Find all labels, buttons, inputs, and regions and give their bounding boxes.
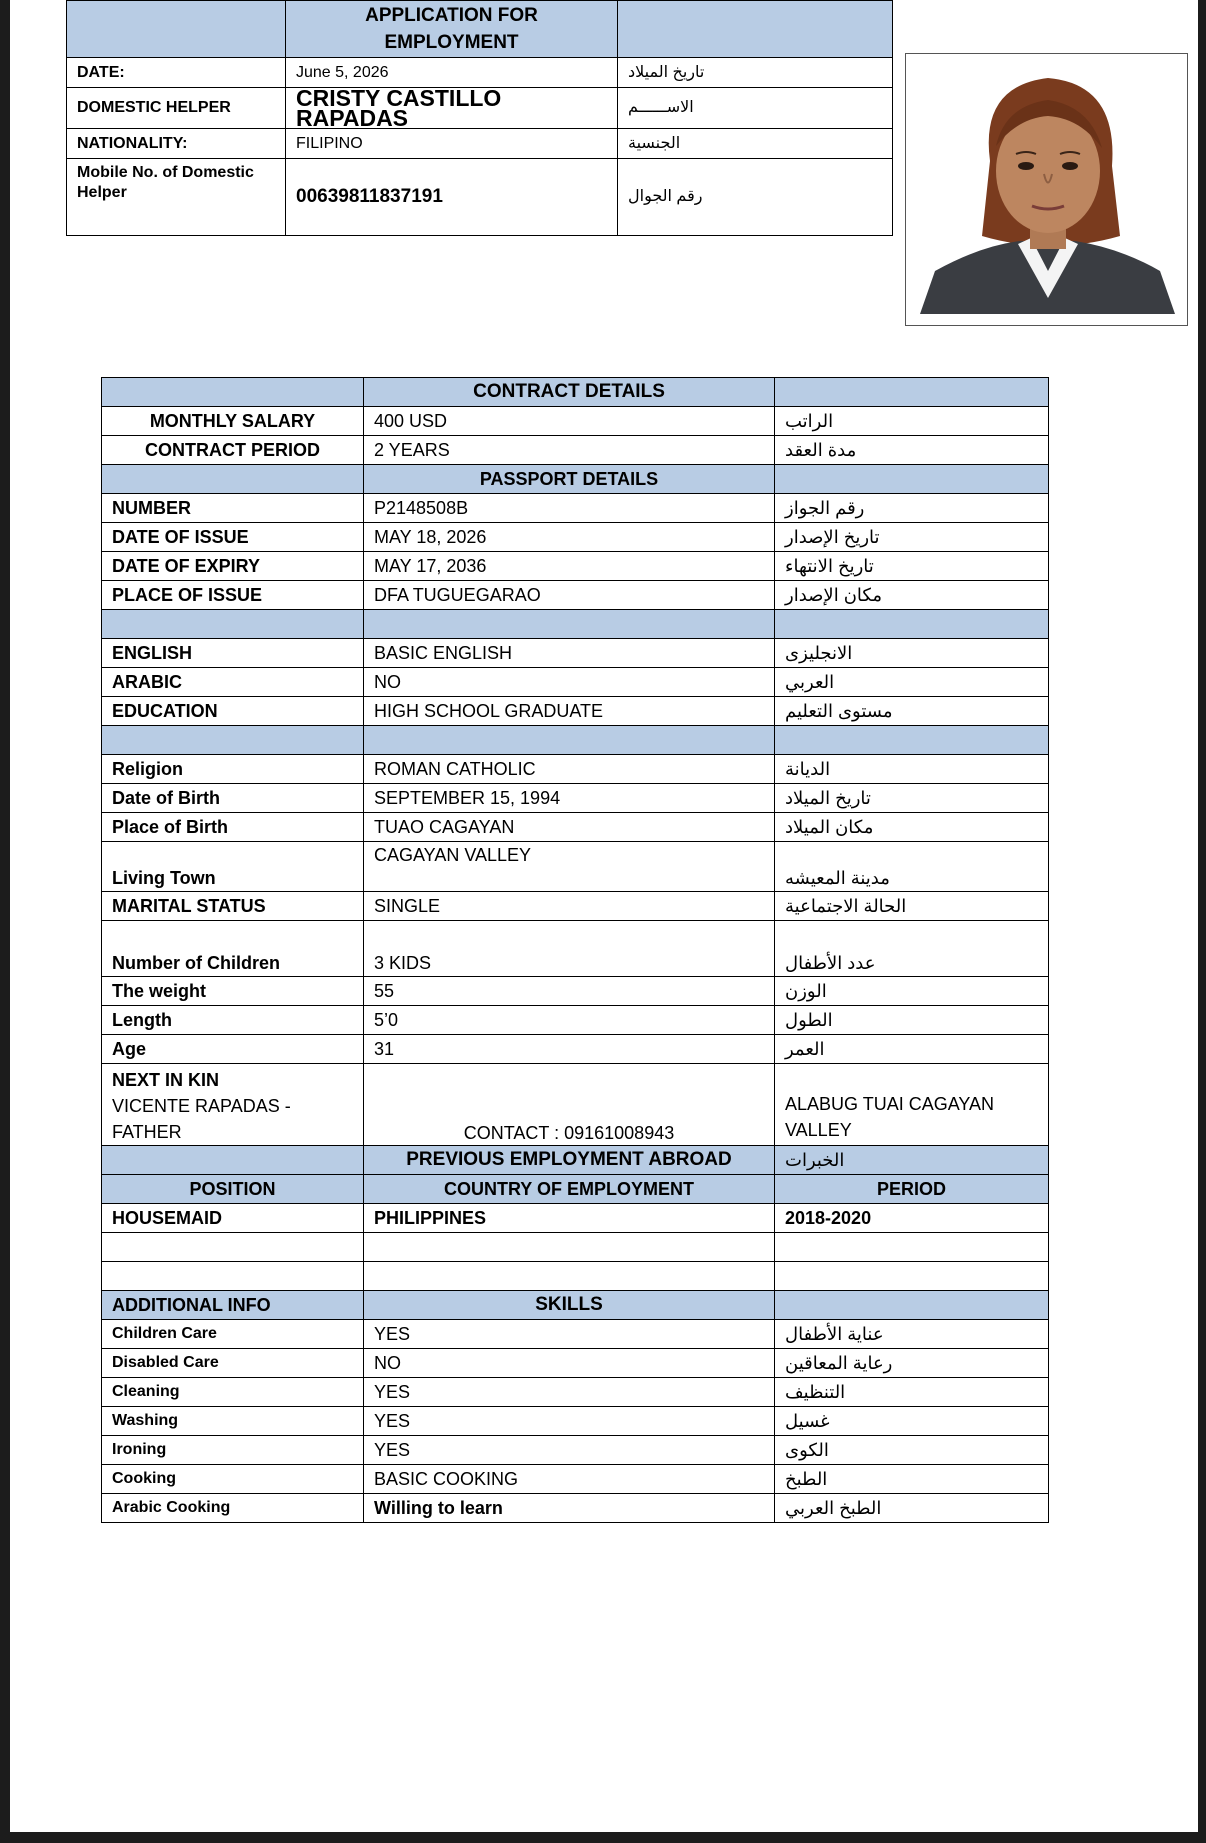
birth-date-label: Date of Birth	[102, 784, 364, 813]
expiry-date-label: DATE OF EXPIRY	[102, 552, 364, 581]
living-town-arabic: مدينة المعيشه	[775, 842, 1049, 892]
english-arabic: الانجليزى	[775, 639, 1049, 668]
salary-value: 400 USD	[364, 407, 775, 436]
age-label: Age	[102, 1035, 364, 1064]
contract-details-title: CONTRACT DETAILS	[364, 378, 775, 407]
birth-place-arabic: مكان الميلاد	[775, 813, 1049, 842]
children-label: Number of Children	[102, 921, 364, 977]
issue-date-label: DATE OF ISSUE	[102, 523, 364, 552]
length-arabic: الطول	[775, 1006, 1049, 1035]
marital-status-value: SINGLE	[364, 892, 775, 921]
salary-label: MONTHLY SALARY	[102, 407, 364, 436]
religion-arabic: الديانة	[775, 755, 1049, 784]
education-value: HIGH SCHOOL GRADUATE	[364, 697, 775, 726]
skill-value: YES	[364, 1436, 775, 1465]
skill-arabic: الكوى	[775, 1436, 1049, 1465]
issue-place-arabic: مكان الإصدار	[775, 581, 1049, 610]
skill-value: Willing to learn	[364, 1494, 775, 1523]
arabic-value: NO	[364, 668, 775, 697]
helper-label: DOMESTIC HELPER	[67, 88, 286, 129]
issue-place-value: DFA TUGUEGARAO	[364, 581, 775, 610]
age-value: 31	[364, 1035, 775, 1064]
employment-title: PREVIOUS EMPLOYMENT ABROAD	[364, 1146, 775, 1175]
weight-value: 55	[364, 977, 775, 1006]
passport-number-arabic: رقم الجواز	[775, 494, 1049, 523]
employment-period: 2018-2020	[775, 1204, 1049, 1233]
age-arabic: العمر	[775, 1035, 1049, 1064]
next-of-kin-cell	[102, 1064, 364, 1146]
nationality-arabic: الجنسية	[618, 129, 893, 159]
passport-number-value: P2148508B	[364, 494, 775, 523]
issue-date-value: MAY 18, 2026	[364, 523, 775, 552]
weight-arabic: الوزن	[775, 977, 1049, 1006]
applicant-photo	[905, 53, 1188, 326]
issue-date-arabic: تاريخ الإصدار	[775, 523, 1049, 552]
skill-label: Disabled Care	[102, 1349, 364, 1378]
passport-details-title: PASSPORT DETAILS	[364, 465, 775, 494]
position-header: POSITION	[102, 1175, 364, 1204]
skill-label: Washing	[102, 1407, 364, 1436]
helper-name: CRISTY CASTILLO RAPADAS	[286, 88, 618, 129]
skill-value: BASIC COOKING	[364, 1465, 775, 1494]
religion-value: ROMAN CATHOLIC	[364, 755, 775, 784]
helper-arabic: الاســــــم	[618, 88, 893, 129]
date-arabic: تاريخ الميلاد	[618, 58, 893, 88]
mobile-label: Mobile No. of Domestic Helper	[67, 159, 286, 236]
contract-period-value: 2 YEARS	[364, 436, 775, 465]
english-value: BASIC ENGLISH	[364, 639, 775, 668]
contract-period-arabic: مدة العقد	[775, 436, 1049, 465]
skill-arabic: الطبخ العربي	[775, 1494, 1049, 1523]
skill-label: Cooking	[102, 1465, 364, 1494]
marital-status-label: MARITAL STATUS	[102, 892, 364, 921]
skill-label: Cleaning	[102, 1378, 364, 1407]
skill-arabic: الطبخ	[775, 1465, 1049, 1494]
portrait-image	[920, 66, 1175, 314]
document-page	[10, 0, 1198, 1832]
application-header-table	[66, 0, 893, 236]
weight-label: The weight	[102, 977, 364, 1006]
period-header: PERIOD	[775, 1175, 1049, 1204]
living-town-value: CAGAYAN VALLEY	[364, 842, 775, 892]
birth-date-value: SEPTEMBER 15, 1994	[364, 784, 775, 813]
skill-arabic: غسيل	[775, 1407, 1049, 1436]
skill-value: YES	[364, 1320, 775, 1349]
employment-country: PHILIPPINES	[364, 1204, 775, 1233]
nationality-label: NATIONALITY:	[67, 129, 286, 159]
skill-arabic: رعاية المعاقين	[775, 1349, 1049, 1378]
skills-title: SKILLS	[364, 1291, 775, 1320]
education-label: EDUCATION	[102, 697, 364, 726]
salary-arabic: الراتب	[775, 407, 1049, 436]
date-label: DATE:	[67, 58, 286, 88]
additional-info-label: ADDITIONAL INFO	[102, 1291, 364, 1320]
next-of-kin-contact: CONTACT : 09161008943	[364, 1064, 775, 1146]
living-town-label: Living Town	[102, 842, 364, 892]
expiry-date-value: MAY 17, 2036	[364, 552, 775, 581]
arabic-arabic: العربي	[775, 668, 1049, 697]
children-arabic: عدد الأطفال	[775, 921, 1049, 977]
employment-arabic: الخبرات	[775, 1146, 1049, 1175]
skill-arabic: عناية الأطفال	[775, 1320, 1049, 1349]
birth-place-label: Place of Birth	[102, 813, 364, 842]
skill-label: Ironing	[102, 1436, 364, 1465]
skill-label: Arabic Cooking	[102, 1494, 364, 1523]
country-header: COUNTRY OF EMPLOYMENT	[364, 1175, 775, 1204]
english-label: ENGLISH	[102, 639, 364, 668]
details-table	[101, 377, 1049, 1523]
next-of-kin-address: ALABUG TUAI CAGAYAN VALLEY	[775, 1064, 1049, 1146]
religion-label: Religion	[102, 755, 364, 784]
date-value: June 5, 2026	[286, 58, 618, 88]
length-label: Length	[102, 1006, 364, 1035]
expiry-date-arabic: تاريخ الانتهاء	[775, 552, 1049, 581]
mobile-arabic: رقم الجوال	[618, 159, 893, 236]
skill-arabic: التنظيف	[775, 1378, 1049, 1407]
skill-value: YES	[364, 1407, 775, 1436]
employment-position: HOUSEMAID	[102, 1204, 364, 1233]
arabic-label: ARABIC	[102, 668, 364, 697]
birth-date-arabic: تاريخ الميلاد	[775, 784, 1049, 813]
education-arabic: مستوى التعليم	[775, 697, 1049, 726]
birth-place-value: TUAO CAGAYAN	[364, 813, 775, 842]
skill-value: YES	[364, 1378, 775, 1407]
next-of-kin-label: NEXT IN KIN	[112, 1070, 220, 1090]
skill-label: Children Care	[102, 1320, 364, 1349]
children-value: 3 KIDS	[364, 921, 775, 977]
skill-value: NO	[364, 1349, 775, 1378]
length-value: 5’0	[364, 1006, 775, 1035]
contract-period-label: CONTRACT PERIOD	[102, 436, 364, 465]
application-title: APPLICATION FOR EMPLOYMENT	[286, 1, 618, 58]
passport-number-label: NUMBER	[102, 494, 364, 523]
next-of-kin-name: VICENTE RAPADAS - FATHER	[112, 1096, 291, 1142]
nationality-value: FILIPINO	[286, 129, 618, 159]
mobile-value: 00639811837191	[286, 159, 618, 236]
issue-place-label: PLACE OF ISSUE	[102, 581, 364, 610]
marital-status-arabic: الحالة الاجتماعية	[775, 892, 1049, 921]
